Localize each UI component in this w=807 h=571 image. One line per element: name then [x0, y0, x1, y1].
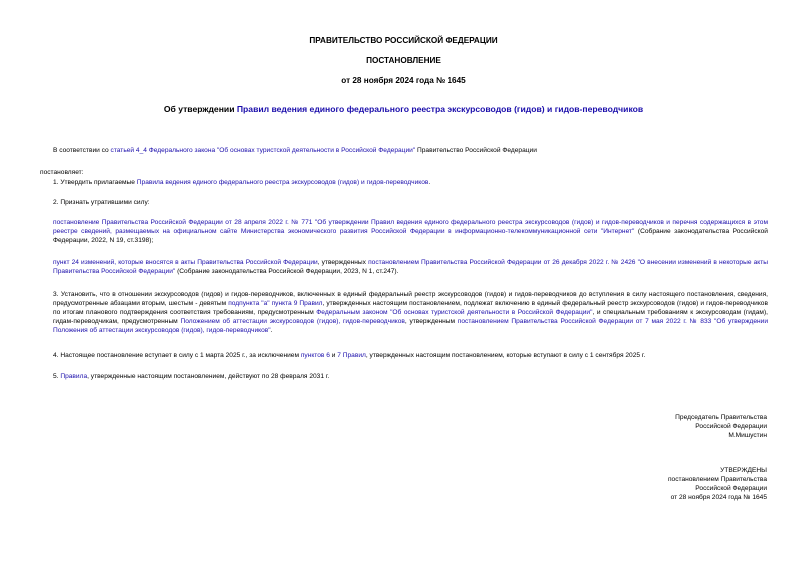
item-6-link[interactable]: пунктов 6 [300, 352, 330, 359]
resolution-833-link[interactable]: постановлением Правительства Российской Федерации от 7 мая 2022 г. № 833 "Об утверждении Положения об аттестации экскурсоводов (гидов), гидов-переводчиков" [53, 318, 769, 334]
item-5-text: , утвержденные настоящим постановлением, действуют по 28 февраля 2031 г. [87, 373, 330, 380]
item-1-end: . [428, 179, 431, 186]
item-1 [53, 178, 768, 187]
preamble-text-1: В соответствии со [53, 147, 111, 154]
signature-name: М.Мишустин [728, 432, 767, 439]
org-name: ПРАВИТЕЛЬСТВО РОССИЙСКОЙ ФЕДЕРАЦИИ [309, 36, 498, 45]
rules-link[interactable]: Правила ведения единого федерального реестра экскурсоводов (гидов) и гидов-переводчиков [136, 179, 429, 186]
item-7-rules-link[interactable]: 7 Правил [337, 352, 366, 359]
item-5 [53, 372, 768, 381]
item-3-text-3: , и специальным требованиям к экскурсоводам (гидам), гидам-переводчикам, предусмотренным [53, 309, 768, 325]
federal-law-link[interactable]: Федеральным законом "Об основах туристской деятельности в Российской Федерации" [316, 309, 593, 316]
title-rules-link[interactable]: Правил ведения единого федерального реестра экскурсоводов (гидов) и гидов-переводчиков [236, 104, 644, 114]
document-date-number: от 28 ноября 2024 года № 1645 [341, 76, 466, 85]
changes-item-24-link[interactable]: пункт 24 изменений, которые вносятся в акты Правительства Российской Федерации [53, 259, 318, 266]
resolution-771-link[interactable]: постановление Правительства Российской Федерации от 28 апреля 2022 г. № 771 "Об утверждении Правил ведения единого федерального реестра экскурсоводов (гидов) и гидов-переводчиков и перечня содержащихся в этом реестре сведений, размещаемых на официальном сайте Министерства экономического развития Российской Федерации в информационно-телекоммуникационной сети "Интернет" [53, 219, 768, 235]
preamble-text-2: Правительство Российской Федерации [415, 147, 537, 154]
approved-block [547, 466, 767, 502]
item-2a [53, 218, 768, 245]
item-4-text-3: , утвержденных настоящим постановлением, которые вступают в силу с 1 сентября 2025 г. [365, 352, 646, 359]
item-3-text-1: 3. Установить, что в отношении экскурсоводов (гидов) и гидов-переводчиков, включенных в единый федеральный реестр экскурсоводов (гидов) и гидов-переводчиков до вступления в силу настоящего постановления, сведения, предусмотренные абзацами вторым, шестым - девятым [53, 291, 768, 307]
federal-law-article-link[interactable]: статьей 4_4 Федерального закона "Об основах туристской деятельности в Российской Федерации" [110, 147, 416, 154]
item-2b-source: (Собрание законодательства Российской Федерации, 2023, N 1, ст.247). [175, 268, 399, 275]
signature-position: Председатель Правительства [675, 414, 767, 421]
approved-date: от 28 ноября 2024 года № 1645 [670, 494, 767, 501]
item-5-number: 5. [53, 373, 61, 380]
decides-text: постановляет: [40, 169, 84, 176]
document-title [0, 104, 807, 115]
item-3-text-2: , утвержденных настоящим постановлением, подлежат включению в единый федеральный реестр экскурсоводов (гидов) и гидов-переводчиков по итогам планового подтверждения соответствия требованиям, предусмотренным [53, 300, 768, 316]
item-2b [53, 258, 768, 276]
approved-heading: УТВЕРЖДЕНЫ [720, 467, 767, 474]
signature-country: Российской Федерации [695, 423, 767, 430]
rules-short-link[interactable]: Правила [60, 373, 88, 380]
subitem-a-item-9-link[interactable]: подпункта "а" пункта 9 Правил [228, 300, 323, 307]
item-3 [53, 290, 768, 335]
item-2: 2. Признать утратившими силу: [53, 199, 150, 206]
item-4 [53, 351, 768, 360]
preamble [53, 146, 768, 155]
signature-block [547, 413, 767, 440]
item-2b-text-1: , утвержденных [317, 259, 369, 266]
item-1-text: 1. Утвердить прилагаемые [53, 179, 137, 186]
title-prefix: Об утверждении [163, 104, 237, 114]
item-2a-source: (Собрание законодательства Российской Федерации, 2022, N 19, ст.3198); [53, 228, 768, 244]
resolution-2426-link[interactable]: постановлением Правительства Российской Федерации от 26 декабря 2022 г. № 2426 "О внесении изменений в некоторые акты Правительства Российской Федерации" [53, 259, 768, 275]
approved-by: постановлением Правительства [667, 476, 767, 483]
item-3-end: . [270, 327, 273, 334]
item-4-text-1: 4. Настоящее постановление вступает в силу с 1 марта 2025 г., за исключением [53, 352, 301, 359]
attestation-regulation-link[interactable]: Положением об аттестации экскурсоводов (гидов), гидов-переводчиков [180, 318, 405, 325]
item-4-text-2: и [329, 352, 338, 359]
document-type: ПОСТАНОВЛЕНИЕ [366, 56, 441, 65]
item-3-text-4: , утвержденным [404, 318, 458, 325]
approved-country: Российской Федерации [695, 485, 767, 492]
